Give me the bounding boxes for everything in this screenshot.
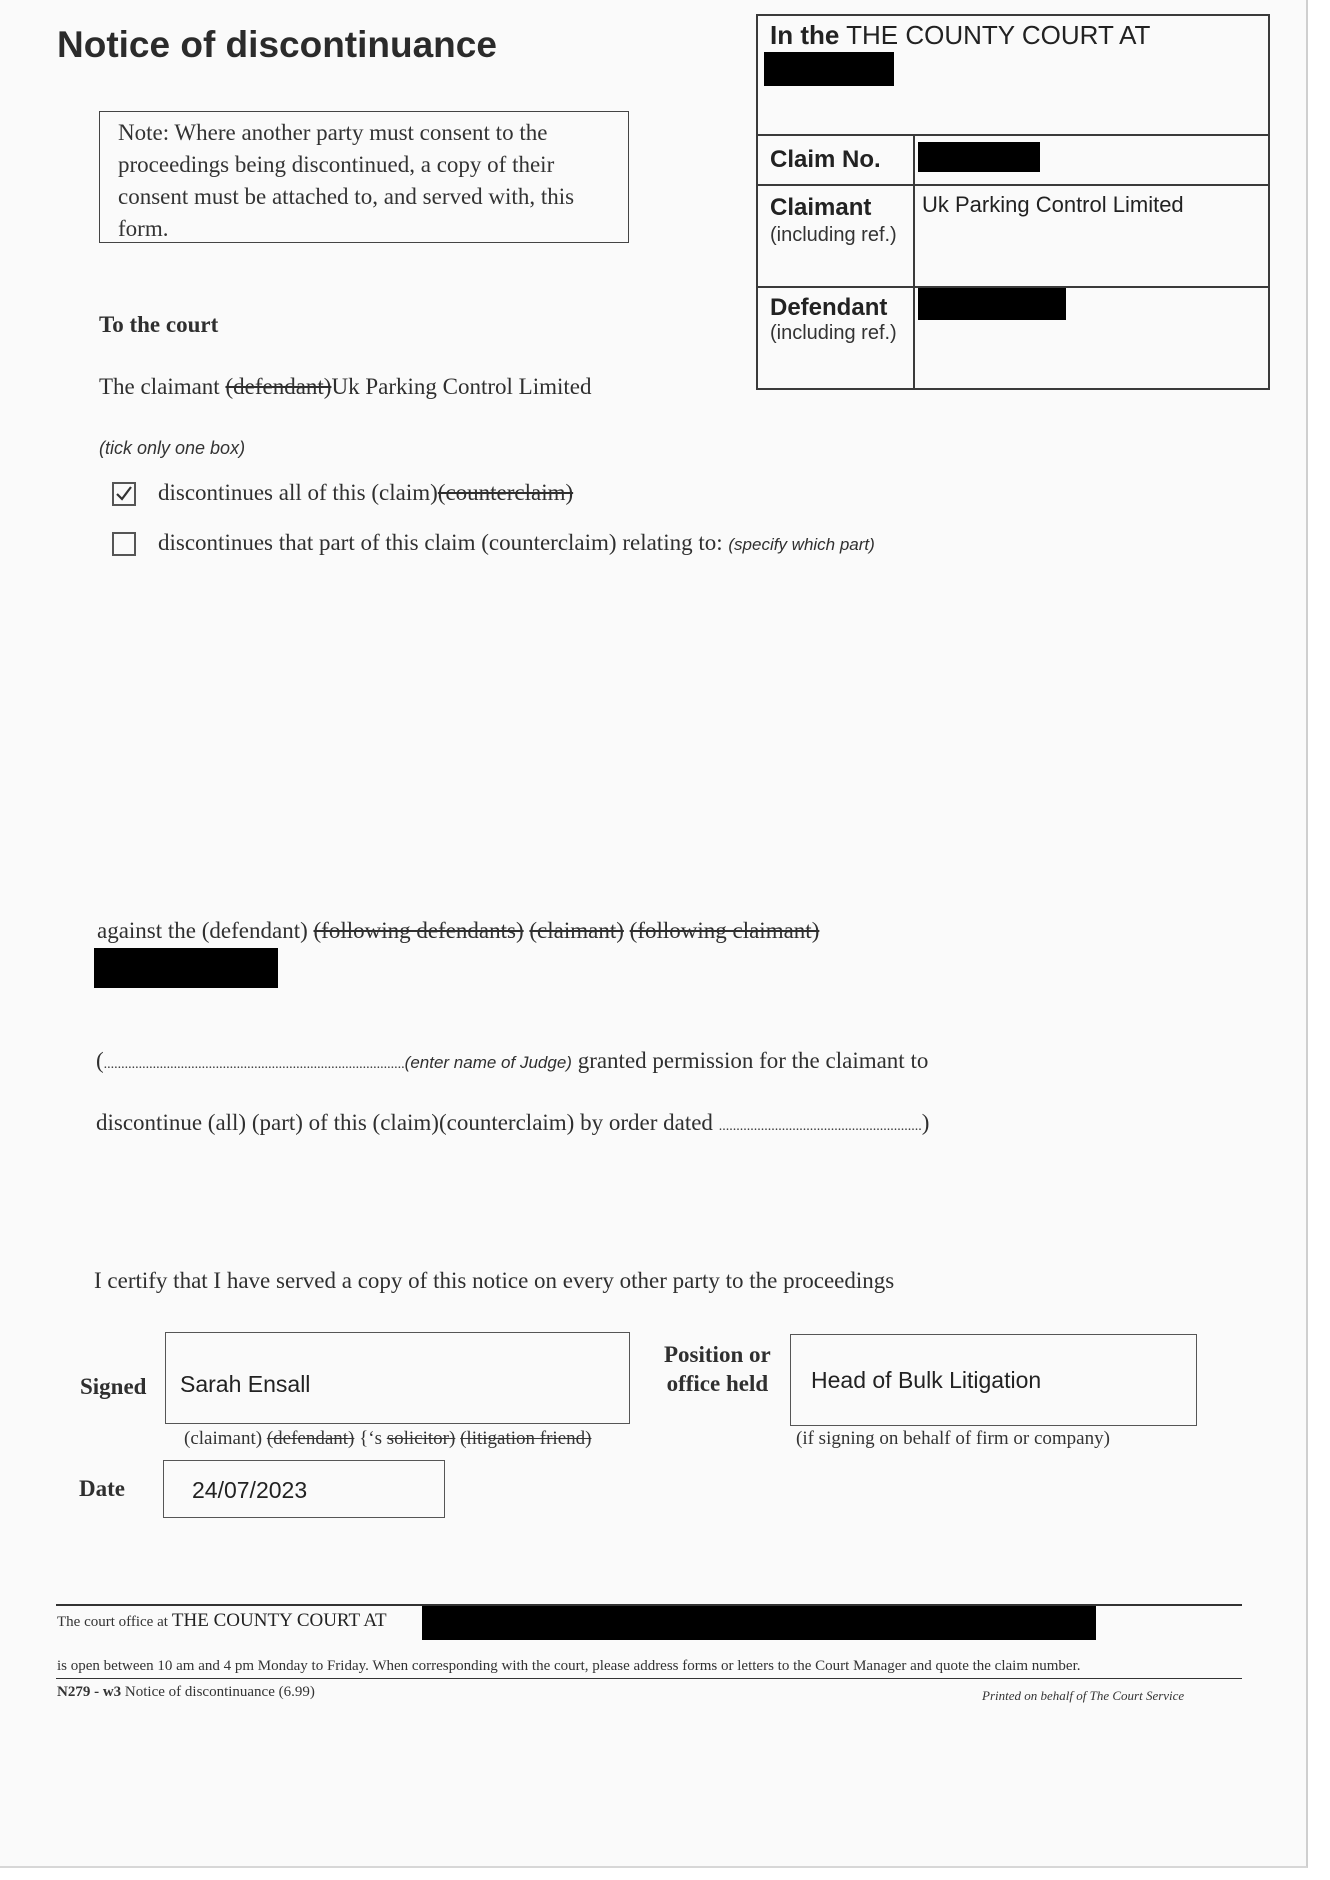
redacted-defendant-against: [94, 948, 278, 988]
discontinue-all-struck: (counterclaim): [437, 480, 574, 505]
redacted-court-location: [764, 52, 894, 86]
form-name: Notice of discontinuance (6.99): [124, 1684, 315, 1700]
claimant-label: Claimant: [770, 194, 872, 221]
claimant-struck-defendant: (defendant): [225, 374, 332, 399]
judge-permission-line: [96, 1048, 928, 1074]
court-office-name: THE COUNTY COURT AT: [171, 1610, 387, 1631]
discontinue-all-text: discontinues all of this (claim): [158, 480, 438, 505]
position-value: Head of Bulk Litigation: [811, 1367, 1042, 1393]
role-claimant: (claimant): [184, 1428, 263, 1449]
claimant-ref-label: (including ref.): [770, 224, 897, 246]
defendant-label: Defendant: [770, 294, 888, 321]
discontinue-part-text: discontinues that part of this claim (counterclaim) relating to:: [158, 530, 723, 555]
court-office-prefix: The court office at: [57, 1614, 168, 1630]
discontinue-all-checkbox[interactable]: [112, 482, 136, 506]
discontinue-all-label: [158, 480, 573, 506]
signed-label: Signed: [80, 1374, 147, 1399]
discontinue-part-checkbox[interactable]: [112, 532, 136, 556]
order-close-paren: ): [921, 1110, 930, 1135]
discontinue-order-text: discontinue (all) (part) of this (claim)(counterclaim) by order dated: [96, 1110, 713, 1135]
judge-open-paren: (: [96, 1048, 104, 1073]
defendant-ref-label: (including ref.): [770, 322, 897, 344]
position-hint: (if signing on behalf of firm or company): [796, 1428, 1110, 1449]
date-value: 24/07/2023: [192, 1477, 308, 1503]
form-title: Notice of discontinuance: [57, 24, 497, 65]
date-field[interactable]: [163, 1460, 445, 1518]
court-office-line: [57, 1610, 387, 1632]
order-date-dots: ..........................................................: [718, 1119, 922, 1134]
position-label-line-1: Position or: [664, 1342, 771, 1367]
redacted-court-office: [422, 1606, 1096, 1640]
position-label-line-2: office held: [666, 1371, 769, 1396]
discontinue-part-hint: (specify which part): [728, 535, 875, 554]
signer-role-options: [184, 1428, 591, 1450]
court-details-box: [756, 14, 1270, 390]
claimant-statement-name: Uk Parking Control Limited: [331, 374, 592, 399]
role-solicitor-open: {‘s: [359, 1428, 382, 1449]
role-solicitor: solicitor): [386, 1428, 456, 1449]
date-label: Date: [79, 1476, 125, 1501]
judge-permission-text: granted permission for the claimant to: [577, 1048, 929, 1073]
against-struck-following-defendants: (following defendants): [313, 918, 524, 943]
discontinue-part-label: [158, 530, 875, 556]
signature-value: Sarah Ensall: [180, 1371, 311, 1397]
position-field[interactable]: [790, 1334, 1197, 1426]
redacted-defendant-name: [918, 288, 1066, 320]
in-the-label: In the: [770, 20, 840, 50]
redacted-claim-number: [918, 142, 1040, 172]
judge-name-dots: ......................................................................................: [103, 1057, 405, 1072]
against-struck-claimant: (claimant): [529, 918, 624, 943]
claimant-prefix: The claimant: [99, 374, 220, 399]
printed-by: Printed on behalf of The Court Service: [982, 1688, 1185, 1703]
form-reference: [57, 1684, 315, 1701]
judge-name-hint: (enter name of Judge): [404, 1053, 572, 1072]
certify-statement: I certify that I have served a copy of this notice on every other party to the proceedings: [94, 1268, 895, 1293]
claim-no-label: Claim No.: [770, 146, 881, 173]
opening-hours-text: is open between 10 am and 4 pm Monday to Friday. When corresponding with the court, please address forms or letters to the Court Manager and quote the claim number.: [57, 1658, 1081, 1674]
against-text: against the (defendant): [97, 918, 308, 943]
position-label: [664, 1340, 771, 1398]
against-statement: [97, 918, 819, 944]
discontinue-order-line: [96, 1110, 929, 1136]
claimant-value: Uk Parking Control Limited: [922, 192, 1184, 217]
form-code: N279 - w3: [57, 1684, 122, 1700]
against-struck-following-claimant: (following claimant): [629, 918, 820, 943]
claimant-statement: [99, 374, 591, 400]
consent-note: Note: Where another party must consent to the proceedings being discontinued, a copy of their consent must be attached to, and served with, this form.: [99, 111, 629, 243]
to-the-court-heading: To the court: [99, 312, 219, 337]
tick-instruction: (tick only one box): [99, 438, 246, 458]
court-heading: [770, 20, 1150, 51]
check-mark-icon: [114, 484, 134, 504]
role-litigation-friend: (litigation friend): [460, 1428, 592, 1449]
signature-field[interactable]: [165, 1332, 630, 1424]
role-defendant: (defendant): [266, 1428, 355, 1449]
footer-bottom-rule: [56, 1678, 1242, 1679]
court-name: THE COUNTY COURT AT: [846, 20, 1151, 50]
